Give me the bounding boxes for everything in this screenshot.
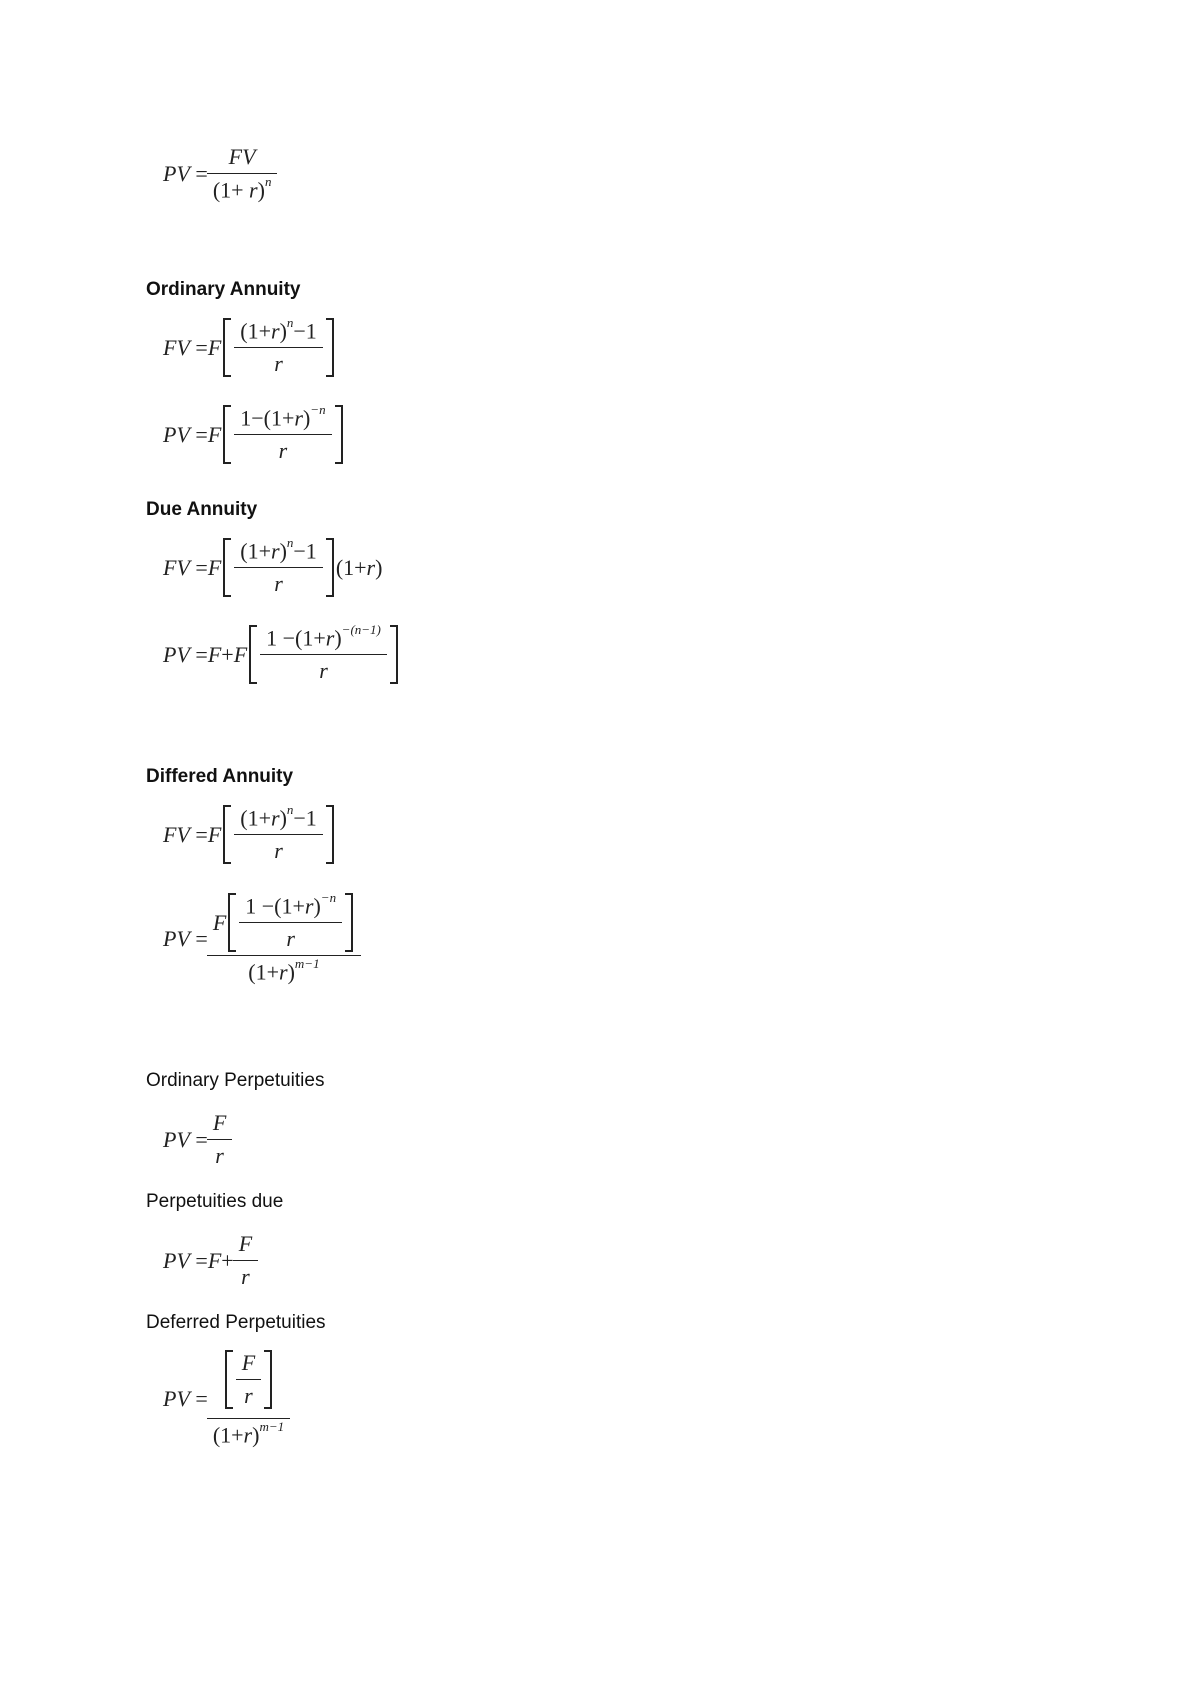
heading-differed-annuity: Differed Annuity <box>146 766 294 787</box>
heading-ordinary-perpetuities: Ordinary Perpetuities <box>146 1070 325 1091</box>
heading-perpetuities-due: Perpetuities due <box>146 1191 284 1212</box>
formula-ordinary-fv: FV = F $\frac{(1+r)^n-1}{r}$ <box>163 318 336 377</box>
formula-differed-pv: PV = F $\frac{1 -(1+r)^{-n}}{r}$ $(1+r)^{m-1}$ <box>163 893 360 986</box>
heading-ordinary-annuity: Ordinary Annuity <box>146 279 301 300</box>
formula-ordinary-pv: PV = F $\frac{1-(1+r)^{-n}}{r}$ <box>163 405 345 464</box>
formula-differed-fv: FV = F $\frac{(1+r)^n-1}{r}$ <box>163 805 336 864</box>
heading-deferred-perpetuities: Deferred Perpetuities <box>146 1312 326 1333</box>
formula-perpetuity-due-pv: PV = F + $\frac{F}{r}$ <box>163 1231 257 1290</box>
formula-due-pv: PV = F + F $\frac{1 -(1+r)^{-(n-1)}}{r}$ <box>163 625 400 684</box>
formula-pv-basic: PV = $\frac{FV}{(1+ r)^n}$ <box>163 144 276 203</box>
heading-due-annuity: Due Annuity <box>146 499 258 520</box>
formula-deferred-perpetuity-pv: PV = $\frac{\frac{F}{r}}{(1+r)^{m-1}}$ <box>163 1350 289 1448</box>
formula-ordinary-perpetuity-pv: PV = $\frac{F}{r}$ <box>163 1110 231 1169</box>
formula-due-fv: FV = F $\frac{(1+r)^n-1}{r}$ (1+ r ) <box>163 535 383 597</box>
